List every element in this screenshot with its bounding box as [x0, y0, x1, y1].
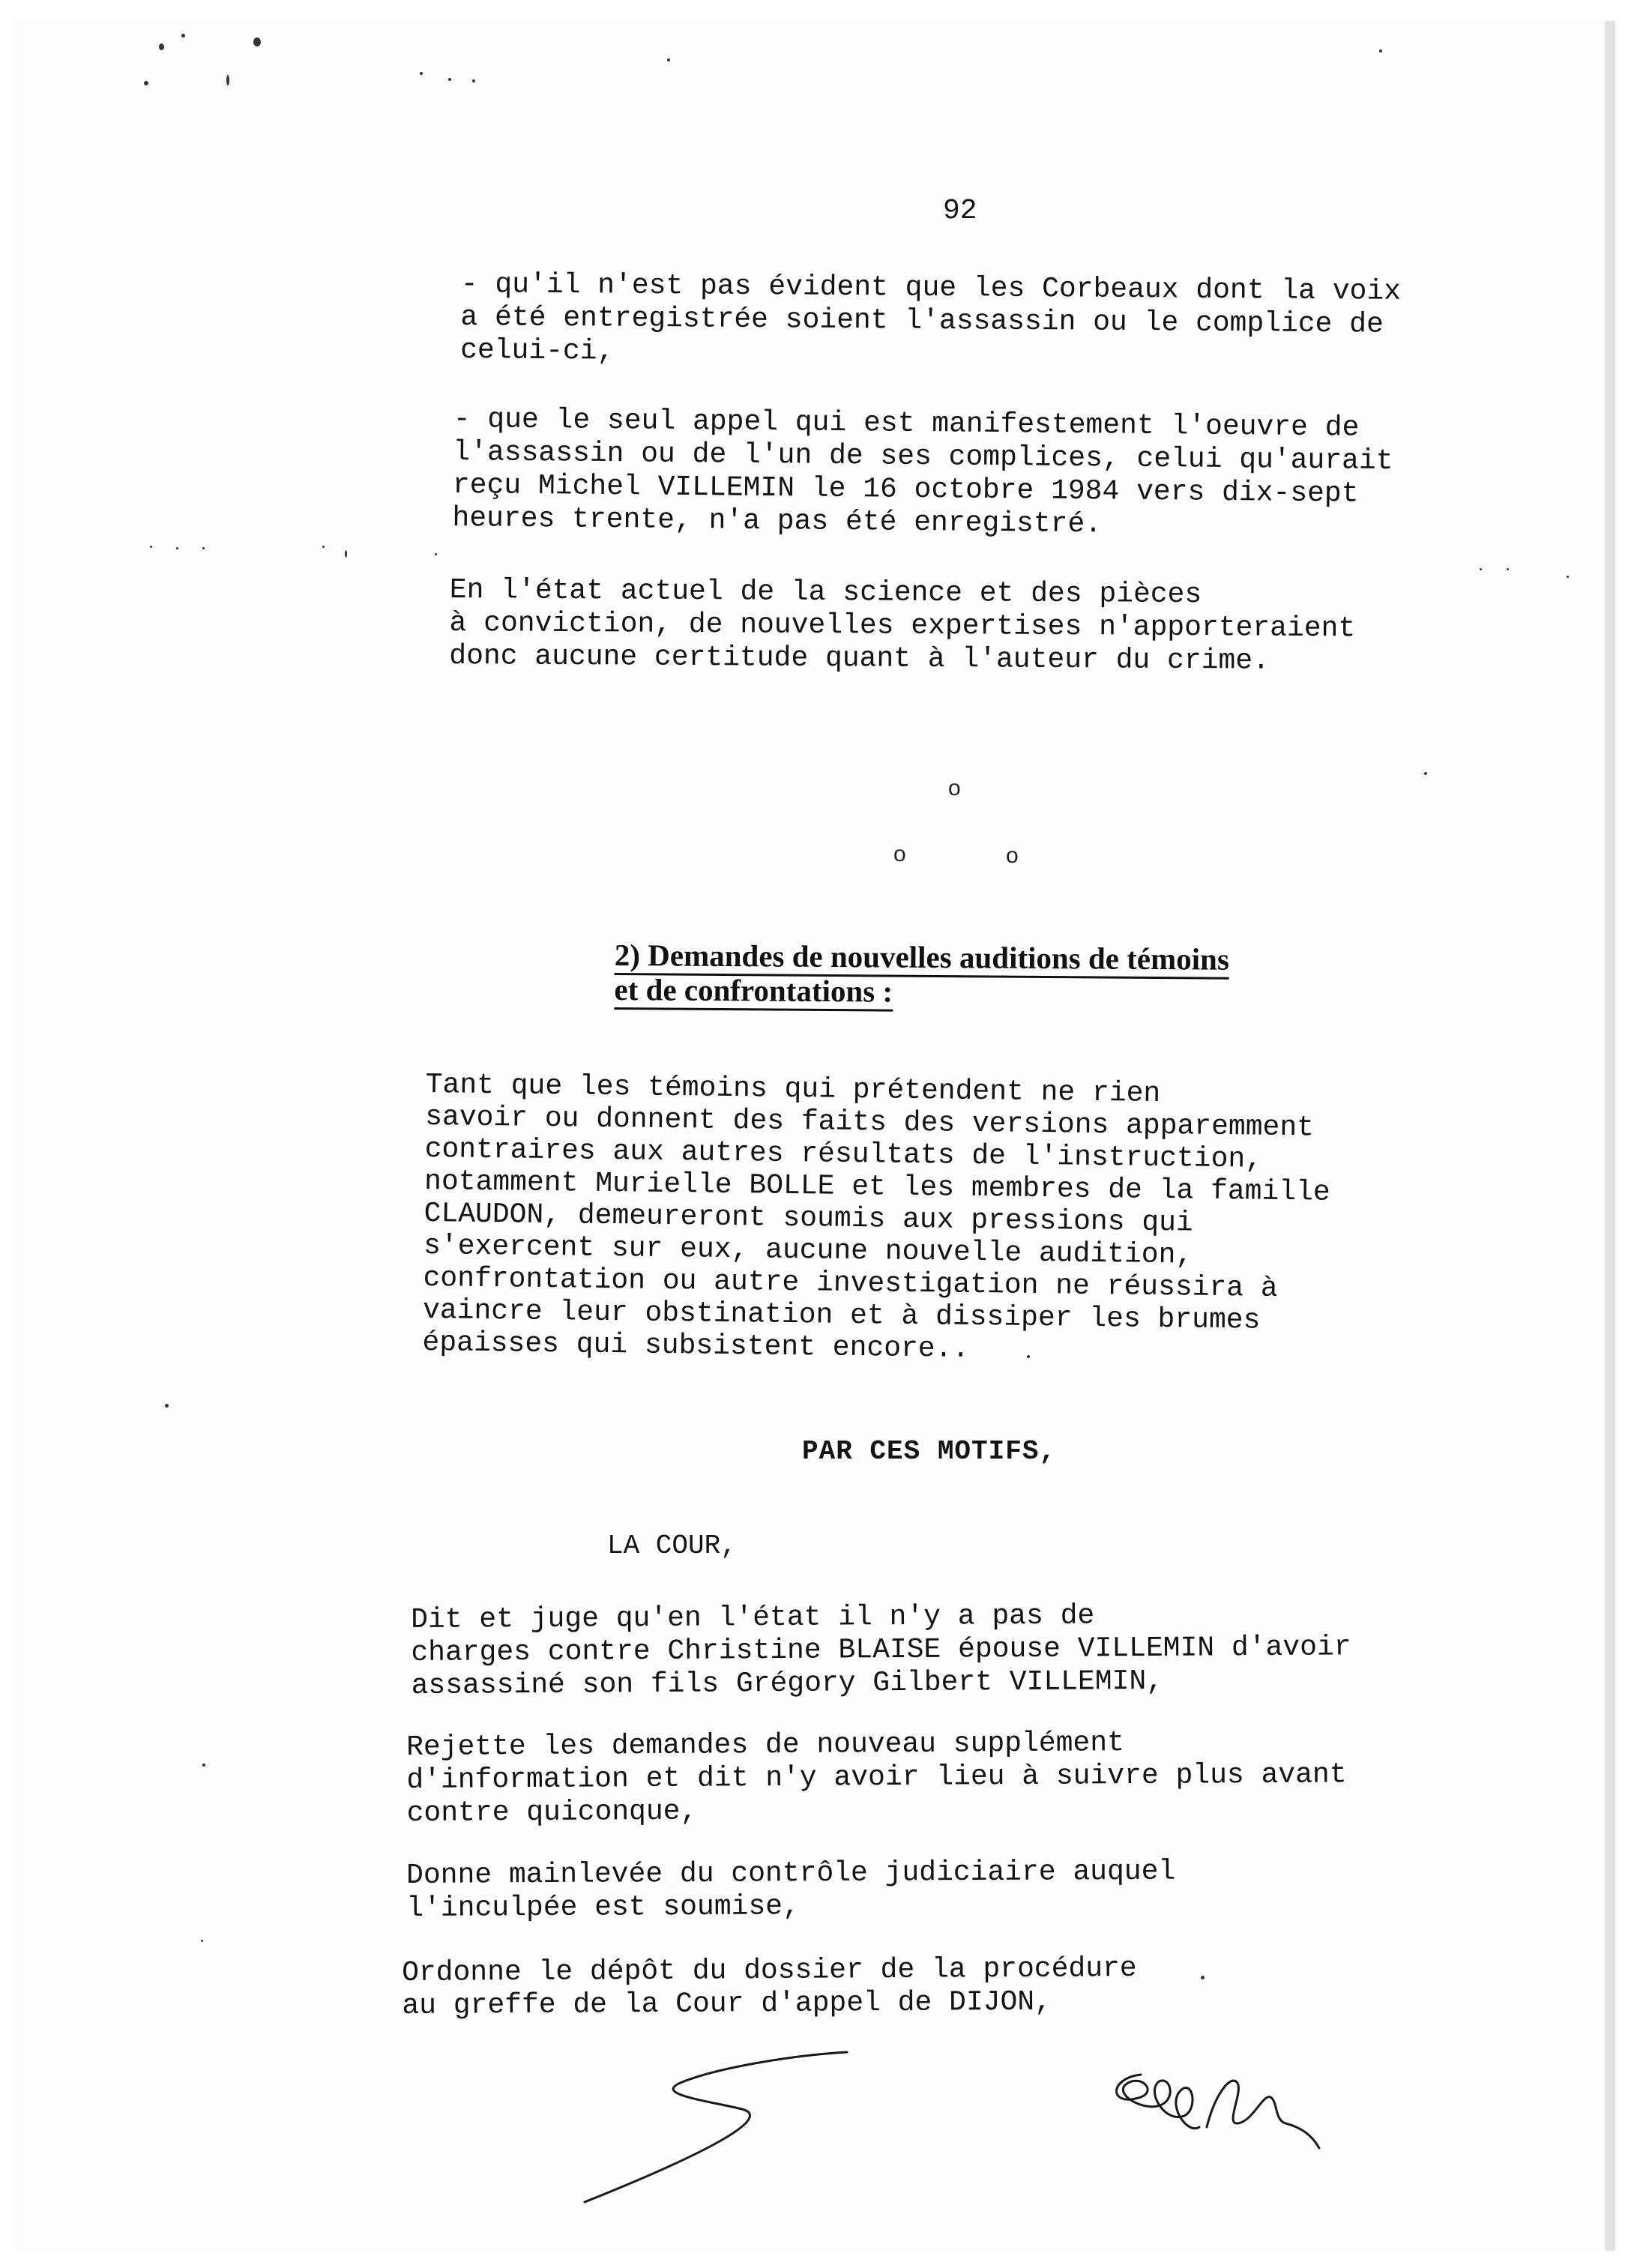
- document-body: [15, 21, 1615, 2251]
- motifs-title: PAR CES MOTIFS,: [802, 1436, 1057, 1467]
- text-line: d'information et dit n'y avoir lieu à suivre plus avant: [406, 1758, 1347, 1797]
- section-heading: [614, 938, 1492, 1013]
- text-line: - qu'il n'est pas évident que les Corbeaux dont la voix: [460, 268, 1402, 308]
- text-line: - que le seul appel qui est manifestement l'oeuvre de: [453, 403, 1360, 444]
- text-line: Dit et juge qu'en l'état il n'y a pas de: [411, 1599, 1095, 1636]
- text-line: Tant que les témoins qui prétendent ne rien: [425, 1069, 1161, 1110]
- text-line: Rejette les demandes de nouveau supplément: [406, 1727, 1125, 1764]
- text-line: En l'état actuel de la science et des pièces: [449, 574, 1202, 612]
- decision-rejette: [406, 1725, 1479, 1830]
- text-line: contraires aux autres résultats de l'instruction,: [424, 1133, 1263, 1176]
- scanned-page: [15, 21, 1615, 2251]
- paragraph-temoins: [422, 1069, 1490, 1372]
- section-heading-line-2: et de confrontations :: [614, 972, 893, 1012]
- text-line: savoir ou donnent des faits des versions apparemment: [424, 1100, 1315, 1144]
- text-line: notamment Murielle BOLLE et les membres de la famille: [423, 1165, 1330, 1209]
- decision-depot: [402, 1950, 1482, 2023]
- text-line: épaisses qui subsistent encore..: [422, 1326, 970, 1366]
- separator-bullet: o: [948, 776, 961, 800]
- text-line: s'exercent sur eux, aucune nouvelle audition,: [423, 1229, 1193, 1272]
- text-line: a été entregistrée soient l'assassin ou le complice de: [460, 301, 1384, 341]
- decision-dit-et-juge: [411, 1597, 1483, 1703]
- text-line: confrontation ou autre investigation ne réussira à: [423, 1261, 1278, 1305]
- signature-right: [1094, 2052, 1349, 2165]
- text-line: CLAUDON, demeureront soumis aux pressions qui: [423, 1197, 1193, 1240]
- text-line: heures trente, n'a pas été enregistré.: [452, 501, 1103, 541]
- text-line: contre quiconque,: [406, 1795, 698, 1830]
- separator-bullet: o: [893, 842, 906, 866]
- cour-label: LA COUR,: [607, 1530, 737, 1561]
- text-line: Ordonne le dépôt du dossier de la procédure: [402, 1952, 1137, 1989]
- text-line: vaincre leur obstination et à dissiper les brumes: [422, 1294, 1261, 1337]
- text-line: charges contre Christine BLAISE épouse VILLEMIN d'avoir: [411, 1631, 1351, 1669]
- text-line: celui-ci,: [459, 334, 615, 368]
- text-line: l'assassin ou de l'un de ses complices, celui qu'aurait: [453, 435, 1393, 478]
- text-line: donc aucune certitude quant à l'auteur du crime.: [449, 639, 1270, 678]
- text-line: au greffe de la Cour d'appel de DIJON,: [402, 1985, 1052, 2022]
- page-number: 92: [943, 195, 977, 227]
- text-line: à conviction, de nouvelles expertises n'apporteraient: [449, 606, 1356, 645]
- paragraph-corbeaux: [460, 268, 1510, 376]
- paragraph-expertises: [449, 574, 1507, 680]
- decision-mainlevee: [406, 1854, 1478, 1925]
- text-line: Donne mainlevée du contrôle judiciaire auquel: [406, 1855, 1176, 1892]
- section-heading-line-1: 2) Demandes de nouvelles auditions de témoins: [615, 938, 1229, 980]
- signature-left: [570, 2045, 884, 2217]
- paragraph-appel: [452, 403, 1510, 546]
- text-line: l'inculpée est soumise,: [406, 1890, 800, 1925]
- text-line: assassiné son fils Grégory Gilbert VILLEMIN,: [411, 1665, 1164, 1702]
- text-line: reçu Michel VILLEMIN le 16 octobre 1984 vers dix-sept: [452, 468, 1359, 510]
- separator-bullet: o: [1006, 843, 1019, 868]
